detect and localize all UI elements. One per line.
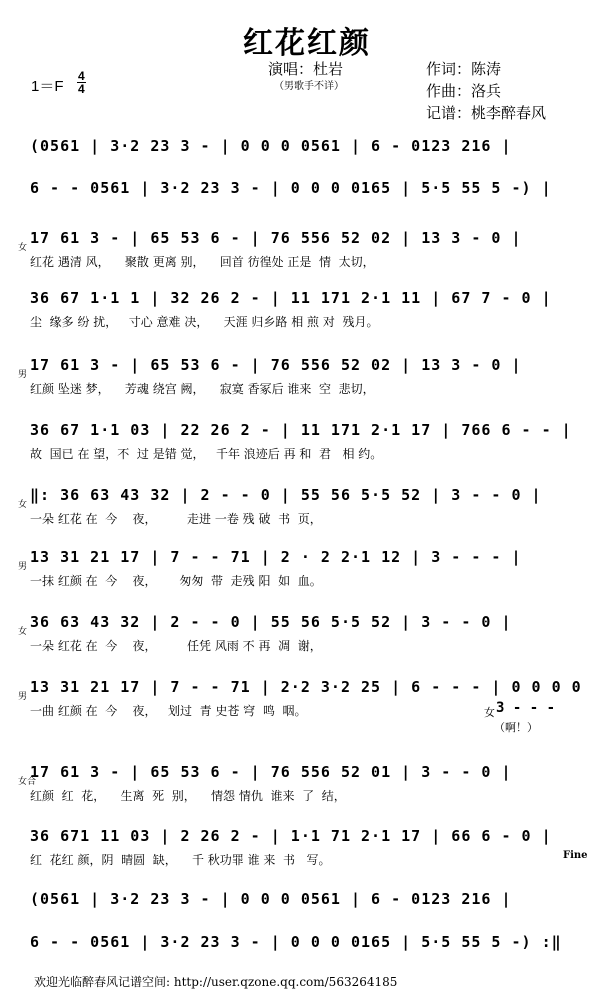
score-row [0, 547, 614, 607]
notation-line: 13 31 21 17 | 7 - - 71 | 2 · 2 2·1 12 | 3 - - - | [30, 548, 522, 566]
notation-line: 36 671 11 03 | 2 26 2 - | 1·1 71 2·1 17 | 66 6 - 0 | [30, 827, 552, 845]
aside-notes: 3 - - - [496, 700, 556, 716]
fine-marker: Fine [563, 850, 588, 861]
lyric-line: 一朵 红花 在 今 夜， 任凭 风雨 不 再 凋 谢， [30, 639, 322, 653]
voice-label: 男 [18, 692, 28, 702]
voice-label: 男 [18, 562, 28, 572]
voice-label: 女 [18, 243, 28, 253]
lyric-line: 红 花红 颜，阴 晴圆 缺， 千 秋功罪 谁 来 书 写。 [30, 853, 331, 867]
score-row [0, 762, 614, 822]
aside-lyric: （啊！） [494, 721, 538, 734]
notation-line: (0561 | 3·2 23 3 - | 0 0 0 0561 | 6 - 0123 216 | [30, 890, 512, 908]
singer-credit: 演唱：杜岩 [268, 60, 344, 78]
composer-credit: 作曲：洛兵 [426, 82, 502, 100]
notation-line: 17 61 3 - | 65 53 6 - | 76 556 52 02 | 13 3 - 0 | [30, 356, 522, 374]
lyric-line: 一曲 红颜 在 今 夜， 划过 青 史苍 穹 鸣 咽。 [30, 704, 307, 718]
score-row [0, 420, 614, 480]
lyric-line: 红花 遇清 风， 聚散 更离 别， 回首 彷徨处 正是 情 太切， [30, 255, 375, 269]
notation-line: 6 - - 0561 | 3·2 23 3 - | 0 0 0 0165 | 5·5 55 5 -) :‖ [30, 933, 562, 951]
lyricist-credit: 作词：陈涛 [426, 60, 502, 78]
notation-line: 17 61 3 - | 65 53 6 - | 76 556 52 01 | 3 - - 0 | [30, 763, 512, 781]
singer-note: （男歌手不详） [274, 81, 344, 92]
time-signature [77, 70, 86, 95]
lyric-line: 尘 缘多 纷 扰， 寸心 意难 决， 天涯 归乡路 相 煎 对 残月。 [30, 315, 379, 329]
notation-line: ‖: 36 63 43 32 | 2 - - 0 | 55 56 5·5 52 | 3 - - 0 | [30, 486, 542, 504]
voice-label: 女 [18, 500, 28, 510]
notation-line: 6 - - 0561 | 3·2 23 3 - | 0 0 0 0165 | 5·5 55 5 -) | [30, 179, 552, 197]
transcriber-credit: 记谱：桃李醉春风 [426, 104, 547, 122]
score-row [0, 228, 614, 288]
time-signature-top: 4 [78, 69, 85, 83]
score-row [0, 826, 614, 886]
voice-label: 女 [18, 627, 28, 637]
score-row [0, 485, 614, 545]
lyric-line: 红颜 坠迷 梦， 芳魂 绕宫 阙， 寂寞 香冢后 谁来 空 悲切， [30, 382, 375, 396]
footer-credit: 欢迎光临醉春风记谱空间: http://user.qzone.qq.com/563264185 [34, 975, 398, 989]
lyric-line: 一朵 红花 在 今 夜， 走进 一卷 残 破 书 页， [30, 512, 322, 526]
lyric-line: 红颜 红 花， 生离 死 别， 情怨 情仇 谁来 了 结， [30, 789, 346, 803]
song-title: 红花红颜 [243, 26, 371, 61]
score-row [0, 612, 614, 672]
notation-line: 36 67 1·1 03 | 22 26 2 - | 11 171 2·1 17 | 766 6 - - | [30, 421, 572, 439]
aside-voice-label: 女 [484, 706, 495, 719]
score-row [0, 355, 614, 415]
notation-line: 17 61 3 - | 65 53 6 - | 76 556 52 02 | 13 3 - 0 | [30, 229, 522, 247]
notation-line: 36 63 43 32 | 2 - - 0 | 55 56 5·5 52 | 3 - - 0 | [30, 613, 512, 631]
lyric-line: 一抹 红颜 在 今 夜， 匆匆 带 走残 阳 如 血。 [30, 574, 322, 588]
key-signature: 1＝F [31, 78, 64, 95]
notation-line: 36 67 1·1 1 | 32 26 2 - | 11 171 2·1 11 | 67 7 - 0 | [30, 289, 552, 307]
voice-label: 男 [18, 370, 28, 380]
time-signature-bottom: 4 [78, 82, 85, 96]
lyric-line: 故 国已 在 望，不 过 是错 觉， 千年 浪迹后 再 和 君 相 约。 [30, 447, 383, 461]
notation-line: (0561 | 3·2 23 3 - | 0 0 0 0561 | 6 - 0123 216 | [30, 137, 512, 155]
score-row [0, 288, 614, 348]
voice-label: 女合 [18, 777, 37, 787]
notation-line: 13 31 21 17 | 7 - - 71 | 2·2 3·2 25 | 6 - - - | 0 0 0 0 [30, 678, 582, 696]
